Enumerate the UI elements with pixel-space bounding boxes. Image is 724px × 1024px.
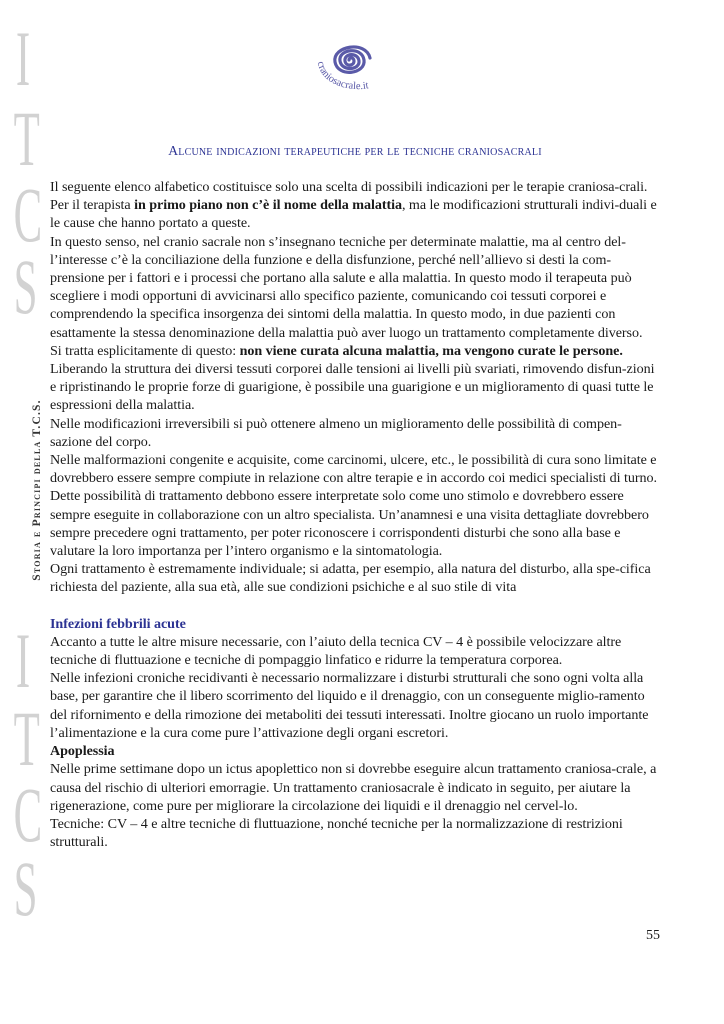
intro-paragraph: Per il terapista in primo piano non c’è il nome della malattia, ma le modificazioni strutturali indivi-duali e le cause che hanno portato a queste.	[50, 197, 657, 232]
intro-paragraph: Ogni trattamento è estremamente individuale; si adatta, per esempio, alla natura del disturbo, alla spe-cifica richiesta del paziente, alla sua età, alle sue condizioni psichiche e al suo stile di vita	[50, 561, 651, 596]
intro-paragraph: Si tratta esplicitamente di questo: non viene curata alcuna malattia, ma vengono curate le persone.	[50, 342, 623, 359]
section-paragraph: Tecniche: CV – 4 e altre tecniche di fluttuazione, nonché tecniche per la normalizzazione di restrizioni strutturali.	[50, 815, 623, 851]
side-caption: Storia e Principi della T.C.S.	[31, 399, 43, 581]
page-title: Alcune indicazioni terapeutiche per le tecniche craniosacrali	[168, 143, 542, 158]
section-heading-apoplessia: Apoplessia	[50, 743, 115, 760]
side-letter-i-bottom: I	[15, 617, 31, 704]
section-paragraph: Nelle infezioni croniche recidivanti è necessario normalizzare i disturbi strutturali che sono ogni volta alla base, per garantire che il libero scorrimento del liquido e il drenaggio, con un conseguente miglio-ramento del rifornimento e della rimozione dei metaboliti dei tessuti interessati. Inoltre giocano un ruolo importante l’alimentazione e la cura come pure l’attivazione degli organi escretori.	[50, 670, 649, 741]
logo-text: craniosacrale.it	[314, 60, 370, 93]
intro-paragraph: In questo senso, nel cranio sacrale non s’insegnano tecniche per determinate malattie, ma al centro del-l’interesse c’è la conciliazione della funzione e della disfunzione, perché nell’allievo si desti la com-prensione per i fattori e i processi che portano alla salute e alla malattia. In questo modo il terapeuta può scegliere i modi opportuni di avvicinarsi allo specifico paziente, comunicando coi tessuti corporei e comprendendo la specifica insorgenza dei sintomi della malattia. In questo modo, in due pazienti con esattamente la stessa denominazione della malattia può aver luogo un trattamento completamente diverso.	[50, 233, 643, 341]
side-letter-t: T	[13, 95, 40, 182]
intro-paragraph: Liberando la struttura dei diversi tessuti corporei dalle tensioni ai livelli più svariati, rimovendo disfun-zioni e ripristinando le proprie forze di guarigione, è possibile una guarigione e un miglioramento di quasi tutte le espressioni della malattia.	[50, 361, 655, 414]
side-letter-s: S	[13, 243, 38, 330]
intro-paragraph: Nelle malformazioni congenite e acquisite, come carcinomi, ulcere, etc., le possibilità di cura sono limitate e dovrebbero essere sempre compiute in relazione con altre terapie e in accordo coi medici specialisti di turno.	[50, 452, 657, 487]
side-letter-c-bottom: C	[13, 771, 43, 858]
side-letter-i: I	[15, 15, 31, 102]
page-number: 55	[646, 928, 660, 943]
intro-paragraph: Nelle modificazioni irreversibili si può ottenere almeno un miglioramento delle possibilità di compen-sazione del corpo.	[50, 415, 622, 450]
side-letter-c: C	[13, 171, 43, 258]
main-content	[50, 178, 662, 851]
logo	[308, 38, 404, 102]
side-letter-t-bottom: T	[13, 695, 40, 782]
intro-paragraph: Dette possibilità di trattamento debbono essere interpretate solo come uno stimolo e dovrebbero essere sempre eseguite in collaborazione con un altro specialista. Un’anamnesi e una visita dettagliate dovrebbero sempre precedere ogni trattamento, per poter riconoscere i corrispondenti disturbi che sono alla base e valutare la loro importanza per l’intero organismo e la sintomatologia.	[50, 488, 649, 560]
spiral-logo-icon	[308, 38, 404, 102]
section-heading-infezioni: Infezioni febbrili acute	[50, 615, 186, 632]
section-paragraph: Accanto a tutte le altre misure necessarie, con l’aiuto della tecnica CV – 4 è possibile velocizzare altre tecniche di fluttuazione e tecniche di pompaggio linfatico e ridurre la temperatura corporea.	[50, 633, 622, 669]
side-letter-s-bottom: S	[13, 845, 38, 932]
intro-paragraph: Il seguente elenco alfabetico costituisce solo una scelta di possibili indicazioni per le terapie craniosa-crali.	[50, 179, 648, 195]
section-paragraph: Nelle prime settimane dopo un ictus apoplettico non si dovrebbe eseguire alcun trattamento craniosa-crale, a causa del rischio di ulteriori emorragie. Un trattamento craniosacrale è indicato in seguito, per aiutare la rigenerazione, come pure per migliorare la circolazione dei liquidi e il drenaggio nel cervel-lo.	[50, 761, 657, 814]
